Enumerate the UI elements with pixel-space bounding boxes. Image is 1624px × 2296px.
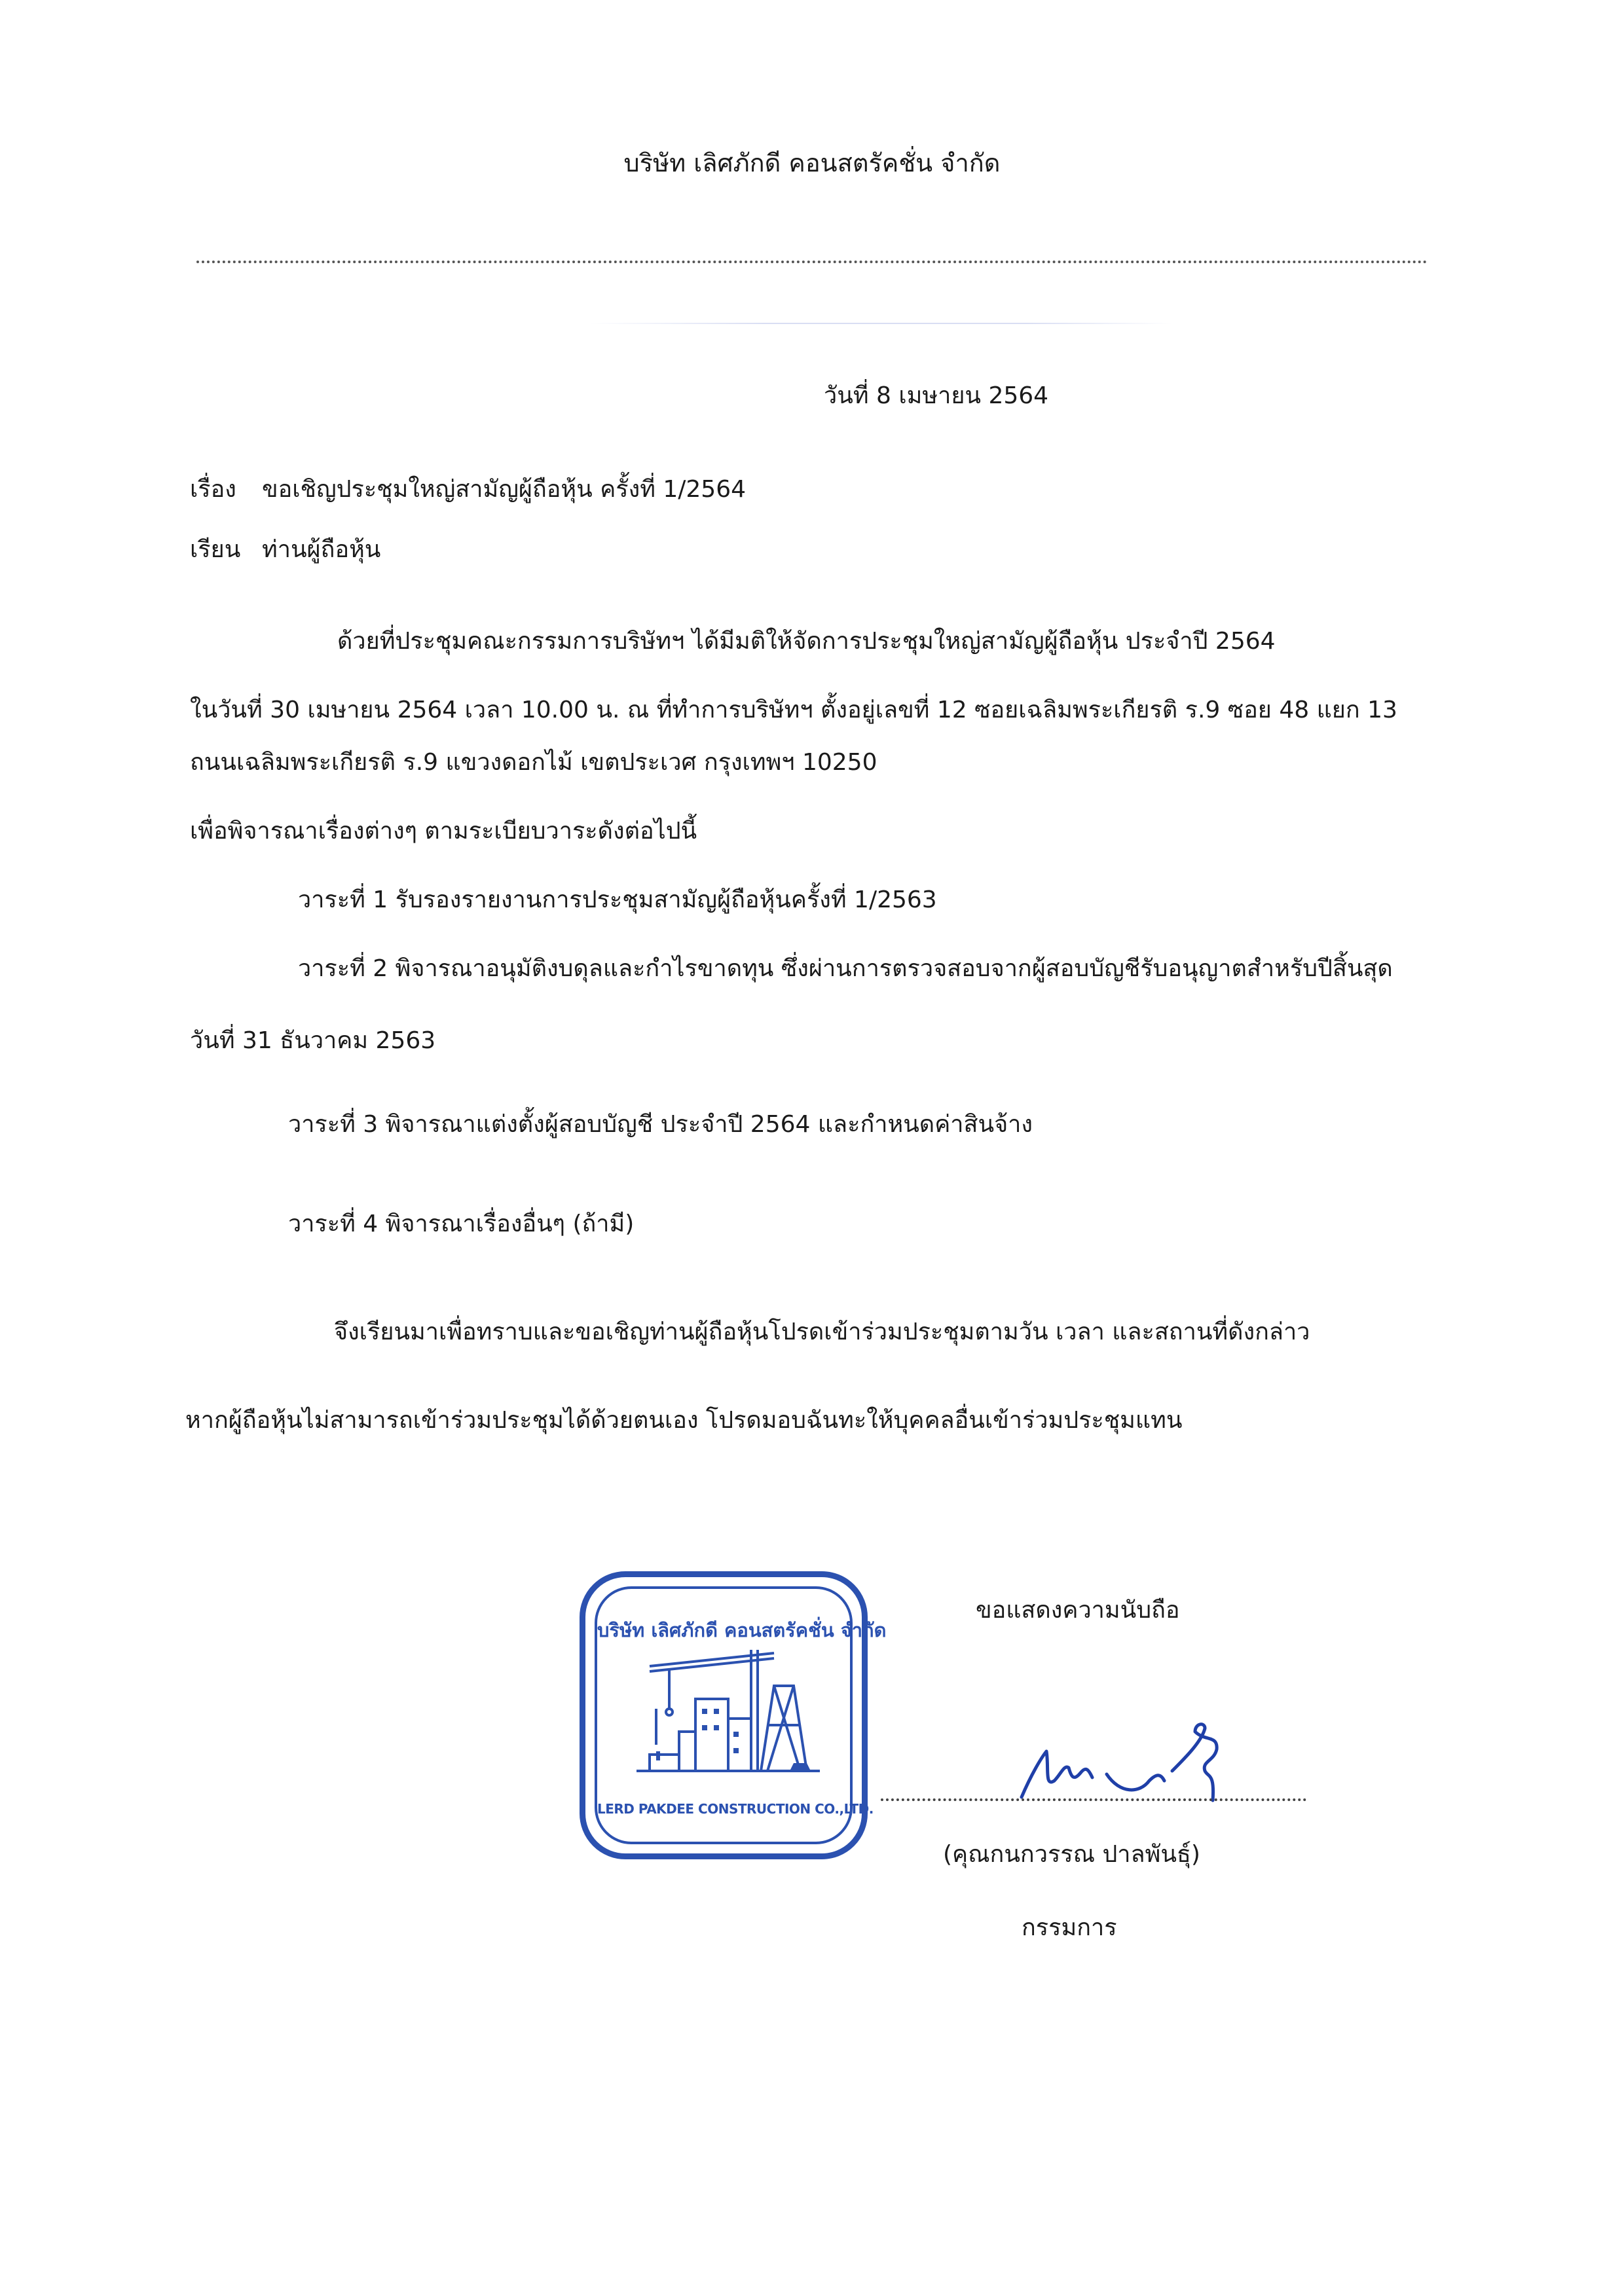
signature-line bbox=[881, 1798, 1306, 1801]
faint-underline bbox=[589, 323, 1172, 324]
subject-text: ขอเชิญประชุมใหญ่สามัญผู้ถือหุ้น ครั้งที่ 1/2564 bbox=[262, 476, 747, 503]
agenda-item-2-continuation: วันที่ 31 ธันวาคม 2563 bbox=[190, 1027, 436, 1054]
body-line-2: ในวันที่ 30 เมษายน 2564 เวลา 10.00 น. ณ ที่ทำการบริษัทฯ ตั้งอยู่เลขที่ 12 ซอยเฉลิมพระเกียรติ ร.9 ซอย 48 แยก 13 bbox=[190, 697, 1397, 723]
subject-label: เรื่อง bbox=[190, 476, 236, 503]
stamp-inner-frame bbox=[595, 1586, 887, 1844]
agenda-item-2: วาระที่ 2 พิจารณาอนุมัติงบดุลและกำไรขาดทุน ซึ่งผ่านการตรวจสอบจากผู้สอบบัญชีรับอนุญาตสำหรับปีสิ้นสุด bbox=[298, 955, 1393, 982]
agenda-item-4: วาระที่ 4 พิจารณาเรื่องอื่นๆ (ถ้ามี) bbox=[288, 1211, 635, 1237]
subject-line bbox=[190, 473, 746, 506]
signatory-position: กรรมการ bbox=[1022, 1914, 1117, 1941]
body-line-1: ด้วยที่ประชุมคณะกรรมการบริษัทฯ ได้มีมติให้จัดการประชุมใหญ่สามัญผู้ถือหุ้น ประจำปี 2564 bbox=[337, 628, 1276, 655]
stamp-english-name: LERD PAKDEE CONSTRUCTION CO.,LTD. bbox=[597, 1801, 874, 1817]
closing-line-1: จึงเรียนมาเพื่อทราบและขอเชิญท่านผู้ถือหุ้นโปรดเข้าร่วมประชุมตามวัน เวลา และสถานที่ดังกล่าว bbox=[334, 1319, 1310, 1345]
signatory-name: (คุณกนกวรรณ ปาลพันธุ์) bbox=[943, 1841, 1200, 1868]
agenda-item-3: วาระที่ 3 พิจารณาแต่งตั้งผู้สอบบัญชี ประจำปี 2564 และกำหนดค่าสินจ้าง bbox=[288, 1111, 1033, 1138]
agenda-intro: เพื่อพิจารณาเรื่องต่างๆ ตามระเบียบวาระดังต่อไปนี้ bbox=[190, 818, 697, 845]
company-stamp bbox=[580, 1571, 887, 1859]
agenda-item-1: วาระที่ 1 รับรองรายงานการประชุมสามัญผู้ถือหุ้นครั้งที่ 1/2563 bbox=[298, 886, 937, 913]
closing-line-2: หากผู้ถือหุ้นไม่สามารถเข้าร่วมประชุมได้ด้วยตนเอง โปรดมอบฉันทะให้บุคคลอื่นเข้าร่วมประชุมแทน bbox=[185, 1407, 1183, 1434]
regards-text: ขอแสดงความนับถือ bbox=[976, 1597, 1180, 1624]
stamp-construction-icon bbox=[610, 1647, 846, 1791]
stamp-thai-name: บริษัท เลิศภักดี คอนสตรัคชั่น จำกัด bbox=[597, 1619, 887, 1641]
recipient-text: ท่านผู้ถือหุ้น bbox=[262, 536, 381, 563]
letter-date: วันที่ 8 เมษายน 2564 bbox=[824, 382, 1049, 409]
body-line-3: ถนนเฉลิมพระเกียรติ ร.9 แขวงดอกไม้ เขตประเวศ กรุงเทพฯ 10250 bbox=[190, 749, 877, 776]
handwritten-signature bbox=[1008, 1696, 1244, 1827]
letterhead-divider bbox=[196, 261, 1428, 263]
company-name: บริษัท เลิศภักดี คอนสตรัคชั่น จำกัด bbox=[623, 149, 1001, 177]
recipient-line bbox=[190, 534, 380, 566]
recipient-label: เรียน bbox=[190, 536, 241, 563]
